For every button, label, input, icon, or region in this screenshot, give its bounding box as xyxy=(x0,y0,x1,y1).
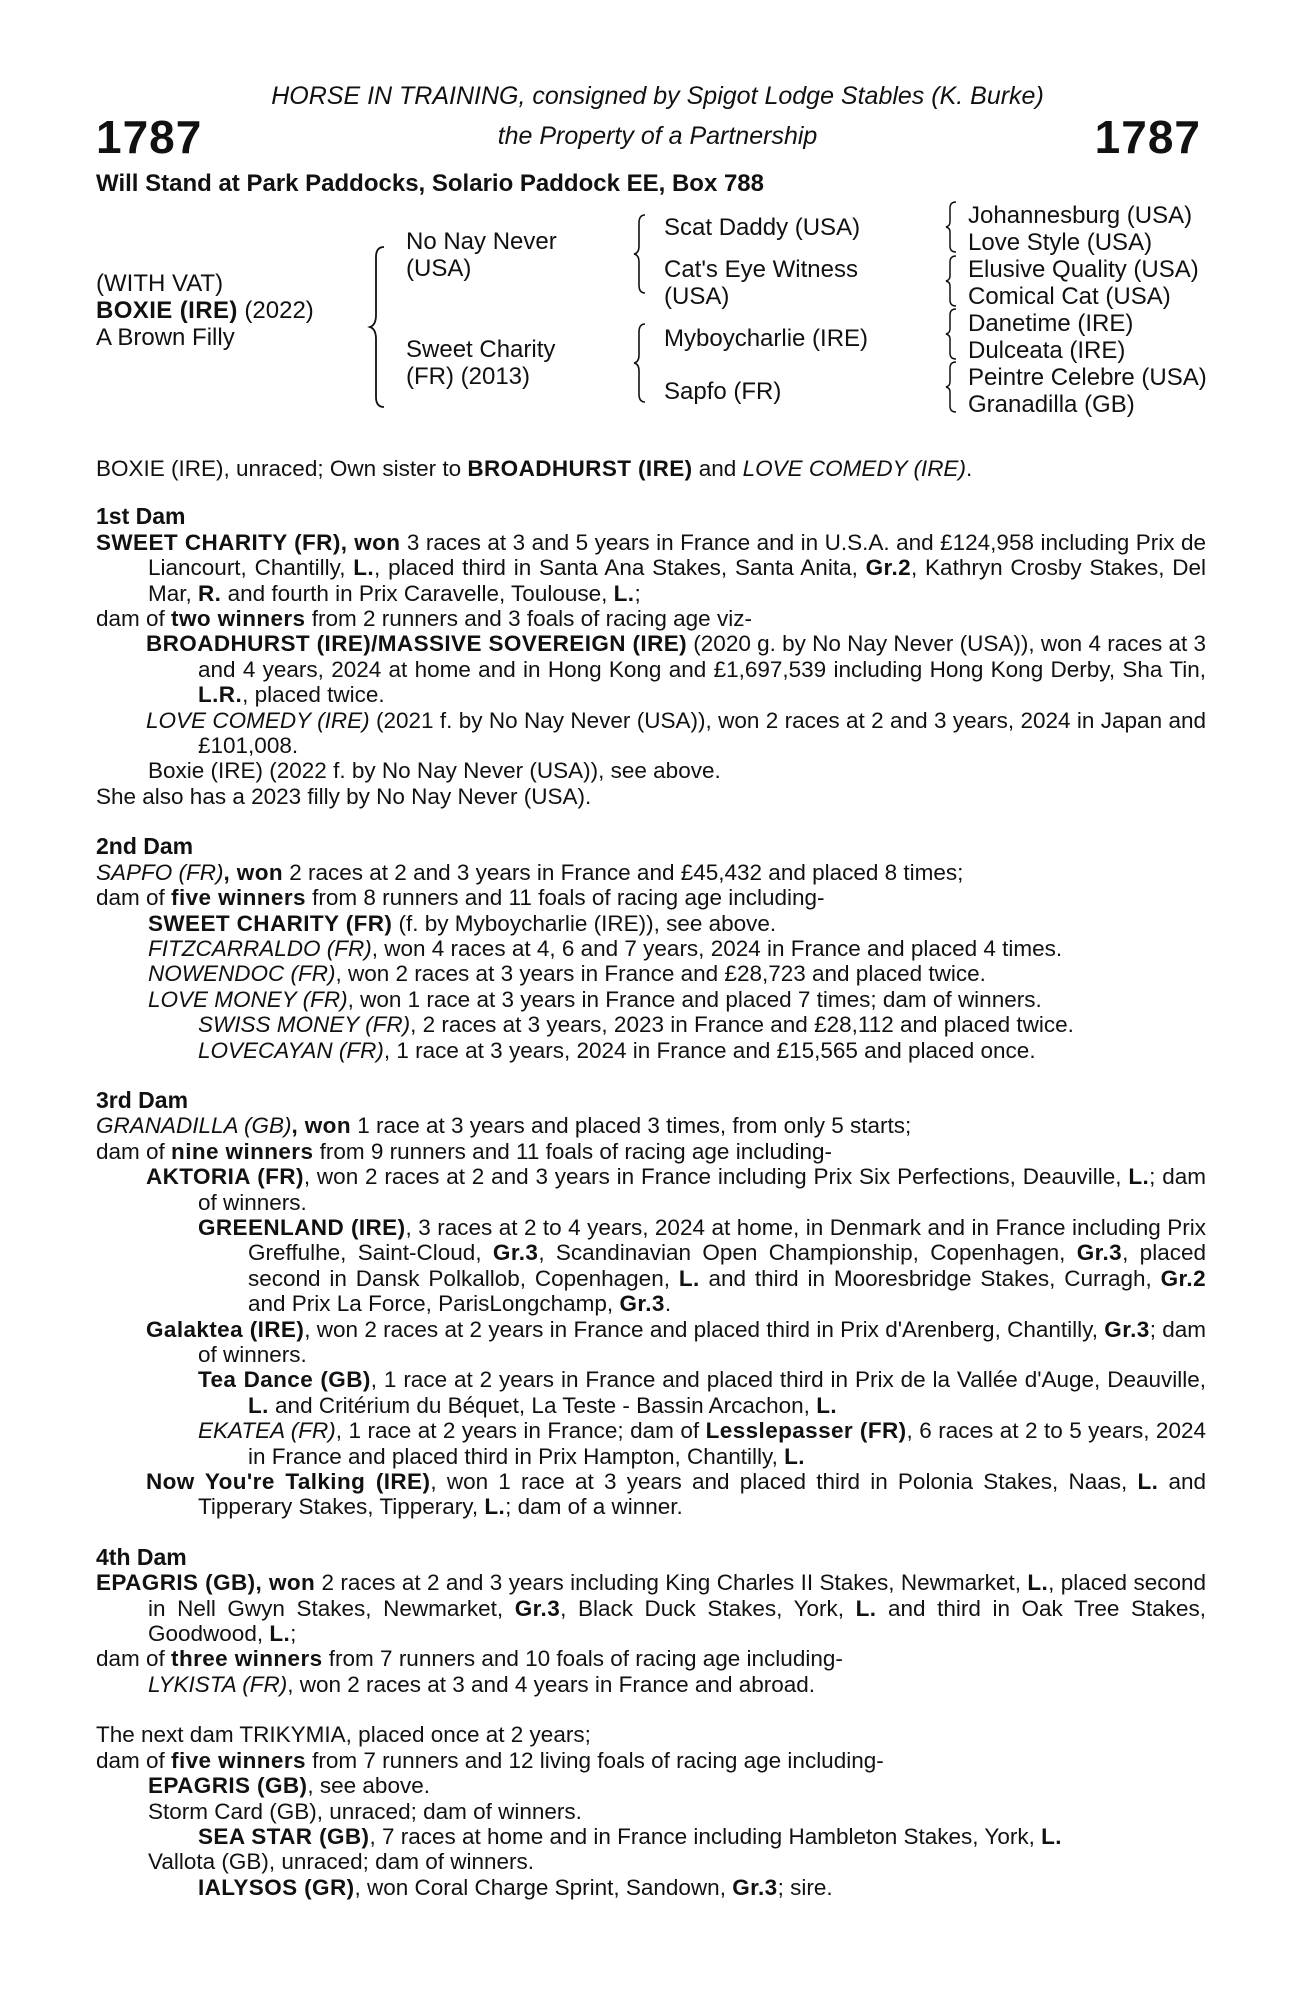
first-dam-also: She also has a 2023 filly by No Nay Never (USA). xyxy=(96,783,592,809)
lot-number-left: 1787 xyxy=(96,111,203,163)
first-dam-heading: 1st Dam xyxy=(96,503,186,530)
ss-sire: Johannesburg (USA) xyxy=(968,202,1193,229)
third-dam-grand-2: Tea Dance (GB), 1 race at 2 years in France and placed third in Prix de la Vallée d'Auge, Deauville, L. and Critérium du Béquet, La Teste - Bassin Arcachon, L. xyxy=(198,1367,1206,1418)
dd-sire: Peintre Celebre (USA) xyxy=(968,364,1207,391)
fourth-dam-offspring-1: LYKISTA (FR), won 2 races at 3 and 4 years in France and abroad. xyxy=(148,1671,816,1697)
vat-note: (WITH VAT) xyxy=(96,270,224,297)
second-dam-produce: dam of five winners from 8 runners and 11 foals of racing age including- xyxy=(96,885,825,911)
pedigree-brace-2a xyxy=(632,213,648,295)
first-dam-record: SWEET CHARITY (FR), won 3 races at 3 and 5 years in France and in U.S.A. and £124,958 including Prix de Liancourt, Chantilly, L., placed third in Santa Ana Stakes, Santa Anita, Gr.2, Kathryn Crosby Stakes, Del Mar, R. and fourth in Prix Caravelle, Toulouse, L.; xyxy=(96,529,1206,606)
third-dam-grand-3: EKATEA (FR), 1 race at 2 years in France; dam of Lesslepasser (FR), 6 races at 2 to 5 years, 2024 in France and placed third in Prix Hampton, Chantilly, L. xyxy=(198,1418,1206,1469)
ds-dam: Dulceata (IRE) xyxy=(968,337,1126,364)
first-dam-offspring-1: BROADHURST (IRE)/MASSIVE SOVEREIGN (IRE) (2020 g. by No Nay Never (USA)), won 4 races at 3 and 4 years, 2024 at home and in Hong Kong and £1,697,539 including Hong Kong Derby, Sha Tin, L.R., placed twice. xyxy=(146,631,1207,708)
dam-sire: Myboycharlie (IRE) xyxy=(664,325,869,352)
third-dam-produce: dam of nine winners from 9 runners and 11 foals of racing age including- xyxy=(96,1138,833,1164)
next-dam-offspring-2: Storm Card (GB), unraced; dam of winners. xyxy=(148,1798,582,1824)
pedigree-brace-3a xyxy=(944,200,958,254)
pedigree-brace-3c xyxy=(944,307,958,361)
stand-location: Will Stand at Park Paddocks, Solario Paddock EE, Box 788 xyxy=(96,170,765,197)
first-dam-produce: dam of two winners from 2 runners and 3 foals of racing age viz- xyxy=(96,606,752,632)
third-dam-offspring-2: Galaktea (IRE), won 2 races at 2 years in France and placed third in Prix d'Arenberg, Chantilly, Gr.3; dam of winners. xyxy=(146,1316,1207,1367)
second-dam-record: SAPFO (FR), won 2 races at 2 and 3 years in France and £45,432 and placed 8 times; xyxy=(96,859,964,885)
ss-dam: Love Style (USA) xyxy=(968,229,1153,256)
fourth-dam-produce: dam of three winners from 7 runners and 10 foals of racing age including- xyxy=(96,1646,843,1672)
horse-year: (2022) xyxy=(237,297,314,324)
second-dam-grand-1: SWISS MONEY (FR), 2 races at 3 years, 2023 in France and £28,112 and placed twice. xyxy=(198,1012,1074,1038)
horse-name: BOXIE (IRE) xyxy=(96,297,238,324)
pedigree-brace-3b xyxy=(944,254,958,308)
next-dam-record: The next dam TRIKYMIA, placed once at 2 years; xyxy=(96,1722,591,1748)
lot-number-right: 1787 xyxy=(1094,111,1201,163)
third-dam-grand-1: GREENLAND (IRE), 3 races at 2 to 4 years, 2024 at home, in Denmark and in France including Prix Greffulhe, Saint-Cloud, Gr.3, Scandinavian Open Championship, Copenhagen, Gr.3, placed second in Dansk Polkallob, Copenhagen, L. and third in Mooresbridge Stakes, Curragh, Gr.2 and Prix La Force, ParisLongchamp, Gr.3. xyxy=(198,1214,1206,1317)
sire: No Nay Never (USA) xyxy=(406,228,557,282)
next-dam-offspring-3: Vallota (GB), unraced; dam of winners. xyxy=(148,1849,535,1875)
next-dam-produce: dam of five winners from 7 runners and 12 living foals of racing age including- xyxy=(96,1747,884,1773)
first-dam-offspring-2: LOVE COMEDY (IRE) (2021 f. by No Nay Never (USA)), won 2 races at 2 and 3 years, 2024 in Japan and £101,008. xyxy=(146,707,1206,759)
horse-name-line xyxy=(96,297,314,324)
next-dam-offspring-1: EPAGRIS (GB), see above. xyxy=(148,1773,430,1799)
pedigree-brace-1 xyxy=(368,245,388,410)
third-dam-offspring-3: Now You're Talking (IRE), won 1 race at 3 years and placed third in Polonia Stakes, Naas, L. and Tipperary Stakes, Tipperary, L.; dam of a winner. xyxy=(146,1469,1206,1520)
fourth-dam-record: EPAGRIS (GB), won 2 races at 2 and 3 years including King Charles II Stakes, Newmarket, L., placed second in Nell Gwyn Stakes, Newmarket, Gr.3, Black Duck Stakes, York, L. and third in Oak Tree Stakes, Goodwood, L.; xyxy=(96,1570,1207,1647)
ds-sire: Danetime (IRE) xyxy=(968,310,1134,337)
second-dam-offspring-3: NOWENDOC (FR), won 2 races at 3 years in France and £28,723 and placed twice. xyxy=(148,961,986,987)
dam: Sweet Charity (FR) (2013) xyxy=(406,336,556,390)
dam-dam: Sapfo (FR) xyxy=(664,378,782,405)
fourth-dam-heading: 4th Dam xyxy=(96,1543,187,1570)
consignor-line: HORSE IN TRAINING, consigned by Spigot Lodge Stables (K. Burke) xyxy=(271,82,1044,110)
dd-dam: Granadilla (GB) xyxy=(968,391,1135,418)
sire-dam: Cat's Eye Witness (USA) xyxy=(664,256,858,310)
second-dam-heading: 2nd Dam xyxy=(96,833,194,860)
catalogue-body xyxy=(96,456,1206,1900)
pedigree-brace-2b xyxy=(632,322,648,404)
second-dam-offspring-1: SWEET CHARITY (FR) (f. by Myboycharlie (IRE)), see above. xyxy=(148,910,777,936)
first-dam-offspring-3: Boxie (IRE) (2022 f. by No Nay Never (USA)), see above. xyxy=(148,758,721,784)
sire-sire: Scat Daddy (USA) xyxy=(664,214,861,241)
next-dam-grand-1: SEA STAR (GB), 7 races at home and in France including Hambleton Stakes, York, L. xyxy=(198,1823,1062,1849)
intro-line: BOXIE (IRE), unraced; Own sister to BROADHURST (IRE) and LOVE COMEDY (IRE). xyxy=(96,456,973,481)
property-line: the Property of a Partnership xyxy=(497,122,818,150)
third-dam-offspring-1: AKTORIA (FR), won 2 races at 2 and 3 years in France including Prix Six Perfections, Deauville, L.; dam of winners. xyxy=(146,1164,1206,1215)
sd-dam: Comical Cat (USA) xyxy=(968,283,1171,310)
horse-description: A Brown Filly xyxy=(96,324,235,351)
sd-sire: Elusive Quality (USA) xyxy=(968,256,1199,283)
third-dam-heading: 3rd Dam xyxy=(96,1086,189,1113)
pedigree-brace-3d xyxy=(944,360,958,414)
next-dam-grand-2: IALYSOS (GR), won Coral Charge Sprint, Sandown, Gr.3; sire. xyxy=(198,1874,833,1900)
second-dam-grand-2: LOVECAYAN (FR), 1 race at 3 years, 2024 in France and £15,565 and placed once. xyxy=(198,1037,1036,1063)
second-dam-offspring-2: FITZCARRALDO (FR), won 4 races at 4, 6 and 7 years, 2024 in France and placed 4 times. xyxy=(148,935,1063,961)
third-dam-record: GRANADILLA (GB), won 1 race at 3 years and placed 3 times, from only 5 starts; xyxy=(96,1113,912,1139)
second-dam-offspring-4: LOVE MONEY (FR), won 1 race at 3 years in France and placed 7 times; dam of winners. xyxy=(148,986,1042,1012)
